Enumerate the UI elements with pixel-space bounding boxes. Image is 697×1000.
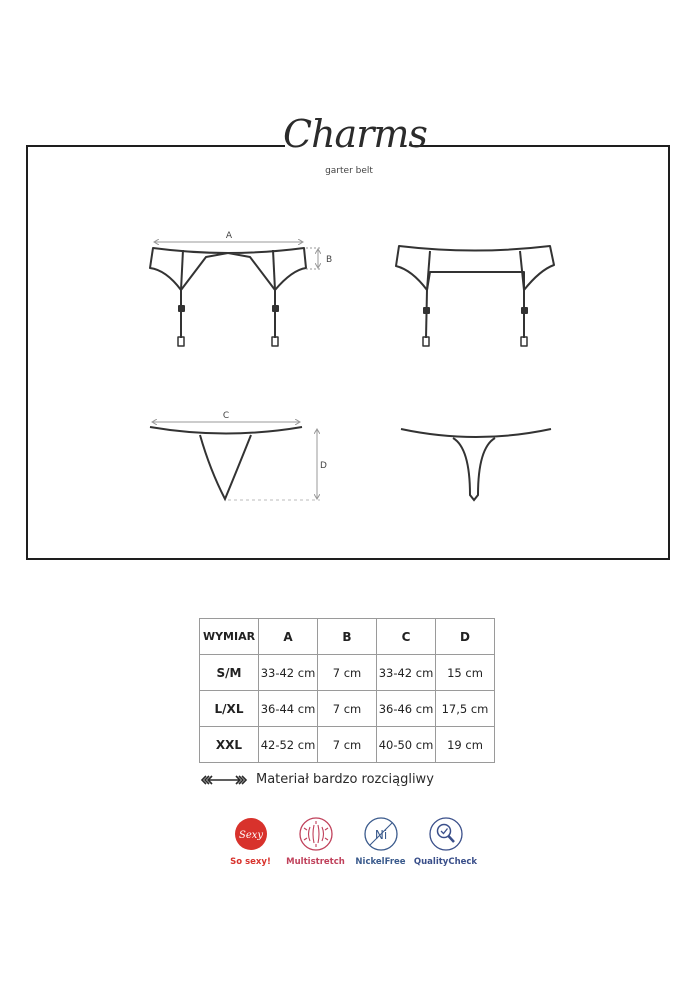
dimension-label-d: D bbox=[320, 461, 327, 471]
feature-label: NickelFree bbox=[355, 857, 406, 867]
value-cell: 7 cm bbox=[318, 727, 377, 763]
feature-multistretch bbox=[283, 817, 348, 867]
feature-quality-check bbox=[413, 817, 478, 867]
stretch-note-text: Materiał bardzo rozciągliwy bbox=[256, 772, 434, 787]
dimension-label-a: A bbox=[225, 231, 233, 241]
feature-label: QualityCheck bbox=[413, 857, 478, 867]
feature-label: Multistretch bbox=[286, 857, 345, 867]
brand-title: Charms bbox=[283, 112, 427, 156]
header-cell: D bbox=[436, 619, 495, 655]
feature-nickel-free bbox=[348, 817, 413, 867]
feature-label: So sexy! bbox=[230, 857, 271, 867]
product-subtitle: garter belt bbox=[325, 166, 373, 176]
value-cell: 15 cm bbox=[436, 655, 495, 691]
thong-back-drawing bbox=[401, 429, 551, 500]
value-cell: 7 cm bbox=[318, 691, 377, 727]
value-cell: 40-50 cm bbox=[377, 727, 436, 763]
dimension-label-b: B bbox=[326, 255, 333, 265]
table-row bbox=[200, 727, 495, 763]
table-header-row bbox=[200, 619, 495, 655]
value-cell: 33-42 cm bbox=[377, 655, 436, 691]
size-cell: L/XL bbox=[200, 691, 259, 727]
nickel-free-icon bbox=[364, 817, 398, 851]
double-arrow-stretch-icon bbox=[200, 774, 248, 786]
svg-text:Ni: Ni bbox=[374, 828, 387, 842]
size-cell: XXL bbox=[200, 727, 259, 763]
dimension-b bbox=[306, 248, 322, 269]
value-cell: 7 cm bbox=[318, 655, 377, 691]
garter-belt-back-drawing bbox=[396, 246, 554, 346]
garter-belt-front-drawing bbox=[150, 248, 306, 346]
feature-so-sexy bbox=[218, 817, 283, 867]
value-cell: 33-42 cm bbox=[259, 655, 318, 691]
header-cell: WYMIAR bbox=[200, 619, 259, 655]
value-cell: 19 cm bbox=[436, 727, 495, 763]
header-cell: B bbox=[318, 619, 377, 655]
value-cell: 42-52 cm bbox=[259, 727, 318, 763]
value-cell: 36-46 cm bbox=[377, 691, 436, 727]
multistretch-icon bbox=[299, 817, 333, 851]
stretch-note bbox=[200, 772, 434, 787]
value-cell: 36-44 cm bbox=[259, 691, 318, 727]
dimension-d bbox=[228, 429, 320, 500]
feature-icons bbox=[218, 817, 478, 867]
sexy-badge-icon bbox=[234, 817, 268, 851]
thong-front-drawing bbox=[150, 427, 302, 499]
table-row bbox=[200, 655, 495, 691]
size-cell: S/M bbox=[200, 655, 259, 691]
quality-check-icon bbox=[429, 817, 463, 851]
value-cell: 17,5 cm bbox=[436, 691, 495, 727]
size-table bbox=[199, 618, 495, 763]
table-row bbox=[200, 691, 495, 727]
dimension-label-c: C bbox=[222, 411, 230, 421]
header-cell: A bbox=[259, 619, 318, 655]
header-cell: C bbox=[377, 619, 436, 655]
svg-text:Sexy: Sexy bbox=[238, 830, 263, 841]
